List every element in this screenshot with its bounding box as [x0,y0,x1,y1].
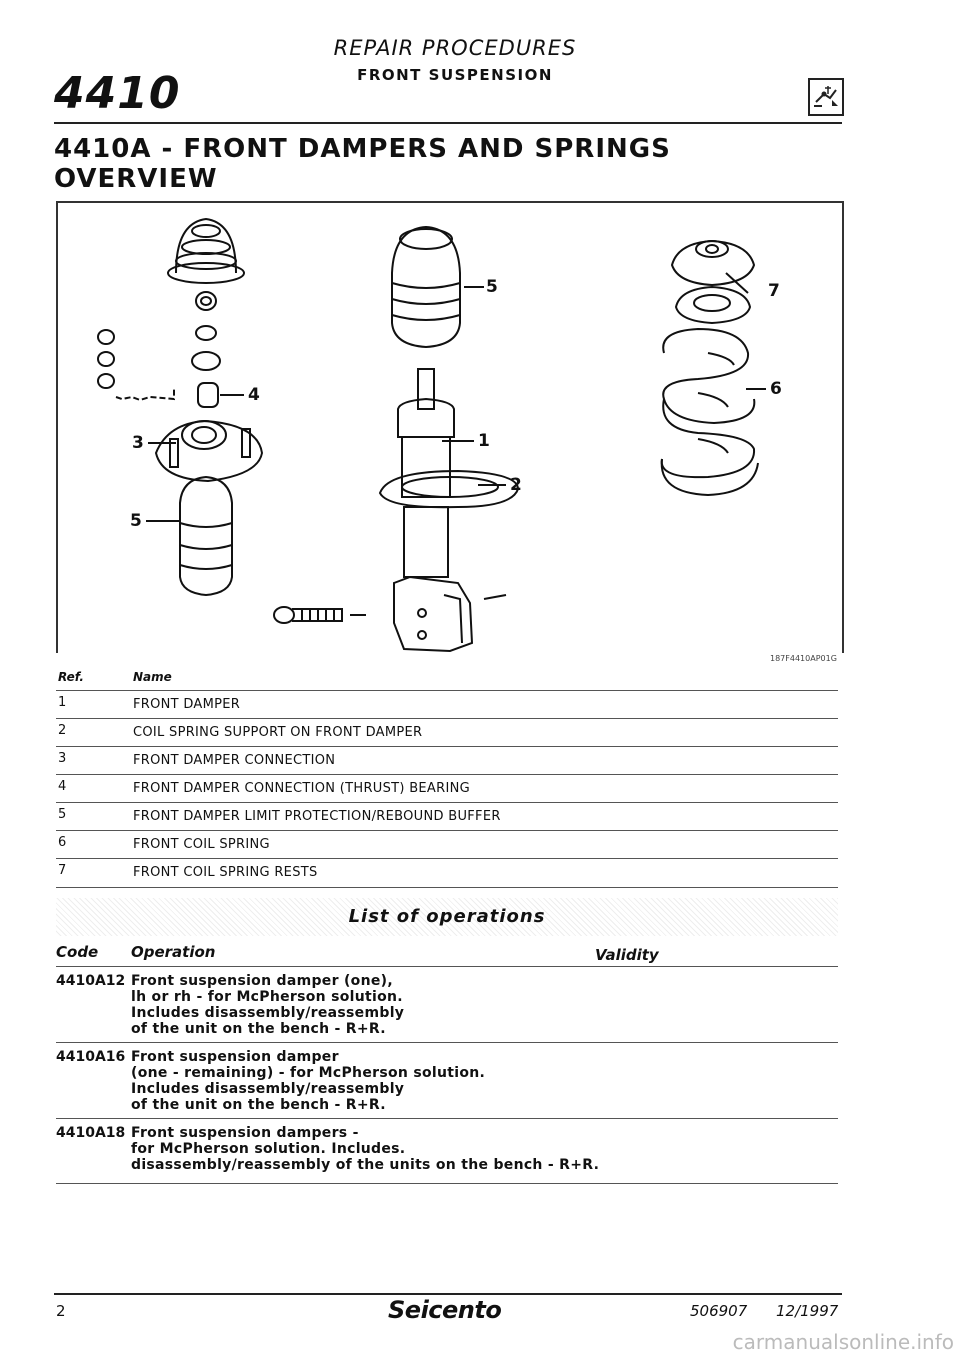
ops-col-code: Code [56,943,99,961]
operation-item [56,1118,838,1184]
document-date: 12/1997 [776,1302,839,1320]
parts-name: FRONT DAMPER LIMIT PROTECTION/REBOUND BUFFER [133,809,501,824]
parts-name: FRONT DAMPER [133,697,241,712]
operation-text: Front suspension damper (one), [131,973,393,989]
parts-col-ref: Ref. [58,670,84,684]
operation-text: for McPherson solution. Includes. [131,1141,406,1157]
parts-ref: 4 [58,779,67,794]
parts-name: FRONT COIL SPRING RESTS [133,865,318,880]
operation-code: 4410A16 [56,1049,126,1065]
operation-text: Front suspension damper [131,1049,339,1065]
section-title-line1: 4410A - FRONT DAMPERS AND SPRINGS [54,134,671,164]
header-title: REPAIR PROCEDURES [333,36,577,60]
suspension-logo-icon [808,78,844,116]
document-code: 506907 [690,1302,748,1320]
watermark: carmanualsonline.info [732,1330,954,1354]
figure-id: 187F4410AP01G [770,654,837,663]
operation-text: Front suspension dampers - [131,1125,359,1141]
header-rule [54,122,842,124]
parts-row [56,830,838,859]
header-subtitle: FRONT SUSPENSION [357,66,553,84]
operation-text: Includes disassembly/reassembly [131,1005,405,1021]
callout-5-buffer: 5 [486,277,498,297]
operation-text: (one - remaining) - for McPherson solution. [131,1065,486,1081]
parts-ref: 5 [58,807,67,822]
parts-name: COIL SPRING SUPPORT ON FRONT DAMPER [133,725,423,740]
parts-ref: 1 [58,695,67,710]
section-title-line2: OVERVIEW [54,164,218,194]
brand-logo: Seicento [388,1296,502,1324]
ops-col-validity: Validity [595,946,659,964]
parts-row [56,690,838,719]
parts-row [56,802,838,831]
operation-text: of the unit on the bench - R+R. [131,1021,386,1037]
callout-7: 7 [768,281,780,301]
operation-code: 4410A12 [56,973,126,989]
parts-row [56,746,838,775]
callout-2: 2 [510,475,522,495]
parts-ref: 7 [58,863,67,878]
section-title [54,134,671,194]
parts-row [56,774,838,803]
callout-1: 1 [478,431,490,451]
footer-rule [54,1293,842,1295]
parts-name: FRONT DAMPER CONNECTION [133,753,336,768]
callout-4: 4 [248,385,260,405]
operation-item [56,1042,838,1119]
operation-code: 4410A18 [56,1125,126,1141]
parts-row [56,858,838,888]
parts-name: FRONT DAMPER CONNECTION (THRUST) BEARING [133,781,470,796]
operation-item [56,966,838,1043]
parts-ref: 6 [58,835,67,850]
parts-name: FRONT COIL SPRING [133,837,270,852]
operation-text: lh or rh - for McPherson solution. [131,989,403,1005]
ops-col-operation: Operation [131,943,216,961]
exploded-view-figure [56,201,844,653]
parts-row [56,718,838,747]
operations-title: List of operations [348,906,546,927]
operation-text: disassembly/reassembly of the units on the bench - R+R. [131,1157,600,1173]
operation-text: of the unit on the bench - R+R. [131,1097,386,1113]
callout-6: 6 [770,379,782,399]
page-number: 2 [56,1302,66,1320]
callout-3: 3 [132,433,144,453]
parts-col-name: Name [133,670,172,684]
operation-text: Includes disassembly/reassembly [131,1081,405,1097]
parts-ref: 2 [58,723,67,738]
exploded-view-drawing [58,203,842,653]
section-code: 4410 [54,68,181,119]
parts-ref: 3 [58,751,67,766]
callout-5-rebound: 5 [130,511,142,531]
